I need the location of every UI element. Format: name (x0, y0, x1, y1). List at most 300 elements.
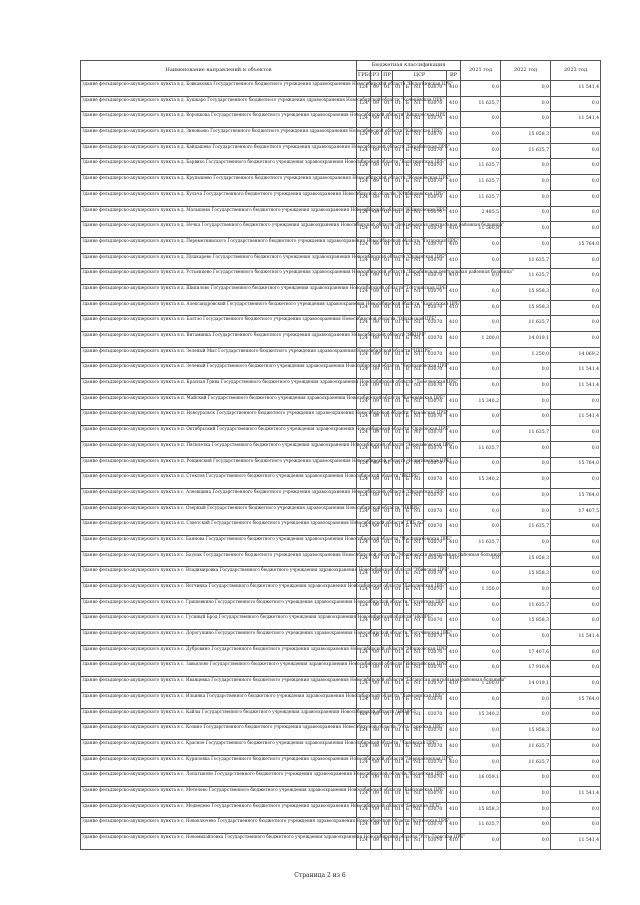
row-code-vr: 410 (447, 441, 461, 457)
row-amount-2021: 11 635,7 (461, 535, 501, 551)
row-code-csr-4: 03070 (424, 583, 447, 599)
row-code-grbs: 124 (357, 96, 371, 112)
row-code-csr-1: 01 (393, 175, 404, 191)
row-amount-2023: 0,0 (551, 708, 601, 724)
row-code-csr-2: Б (404, 692, 412, 708)
row-code-rz: 09 (371, 661, 382, 677)
row-code-grbs: 124 (357, 786, 371, 802)
row-code-csr-4: 03070 (424, 473, 447, 489)
row-code-csr-3: N1 (412, 739, 424, 755)
row-amount-2023: 11 541,4 (551, 834, 601, 850)
header-code-rz: РЗ (371, 71, 382, 81)
row-name: Здание фельдшерско-акушерского пункта в п. Зеленый Государственного бюджетного учреждения здравоохранения Новосибирской области "Черепановская ЦРБ" (81, 363, 357, 379)
row-amount-2021: 0,0 (461, 112, 501, 128)
row-amount-2021: 15 340,2 (461, 473, 501, 489)
row-code-pr: 01 (382, 661, 393, 677)
row-code-csr-4: 03070 (424, 488, 447, 504)
row-code-csr-2: Б (404, 755, 412, 771)
row-amount-2022: 11 635,7 (501, 755, 551, 771)
row-code-csr-2: Б (404, 332, 412, 348)
row-code-csr-2: Б (404, 237, 412, 253)
table-row (81, 332, 601, 348)
table-row (81, 802, 601, 818)
row-code-pr: 01 (382, 535, 393, 551)
row-code-csr-3: N1 (412, 520, 424, 536)
row-amount-2021: 11 635,7 (461, 818, 501, 834)
row-amount-2021: 15 858,3 (461, 802, 501, 818)
row-code-csr-3: N1 (412, 441, 424, 457)
row-code-csr-3: N1 (412, 771, 424, 787)
row-name: Здание фельдшерско-акушерского пункта в п. Советский Государственного бюджетного учреждения здравоохранения Новосибирской области "ГКБ №2" (81, 520, 357, 536)
row-code-csr-1: 01 (393, 692, 404, 708)
row-code-rz: 09 (371, 786, 382, 802)
row-code-csr-4: 03070 (424, 347, 447, 363)
header-year-2021: 2021 год (461, 61, 501, 81)
row-name: Здание фельдшерско-акушерского пункта в п. Октябрьский Государственного бюджетного учреждения здравоохранения Новосибирской области "Ордынская ЦРБ" (81, 426, 357, 442)
row-code-csr-2: Б (404, 551, 412, 567)
row-code-grbs: 124 (357, 112, 371, 128)
table-header (81, 61, 601, 81)
row-code-csr-3: N1 (412, 363, 424, 379)
row-amount-2022: 15 858,3 (501, 614, 551, 630)
row-code-vr: 410 (447, 284, 461, 300)
row-amount-2022: 0,0 (501, 630, 551, 646)
row-name: Здание фельдшерско-акушерского пункта в с. Баннова Государственного бюджетного учреждения здравоохранения Новосибирской области "Масляниковская ЦРБ" (81, 535, 357, 551)
row-name: Здание фельдшерско-акушерского пункта в с. Ильинка Государственного бюджетного учреждения здравоохранения Новосибирской области "Доволенская ЦРБ" (81, 692, 357, 708)
row-code-csr-1: 01 (393, 786, 404, 802)
row-code-csr-4: 03070 (424, 284, 447, 300)
row-code-csr-1: 01 (393, 802, 404, 818)
row-amount-2023: 0,0 (551, 567, 601, 583)
row-code-vr: 410 (447, 551, 461, 567)
row-amount-2021: 0,0 (461, 551, 501, 567)
row-name: Здание фельдшерско-акушерского пункта в с. Завьялово Государственного бюджетного учреждения здравоохранения Новосибирской области "Искитимская ЦРБ" (81, 661, 357, 677)
row-code-csr-2: Б (404, 81, 412, 97)
row-amount-2023: 0,0 (551, 269, 601, 285)
row-code-csr-1: 01 (393, 567, 404, 583)
row-amount-2023: 11 541,4 (551, 410, 601, 426)
table-row (81, 520, 601, 536)
row-code-csr-4: 03070 (424, 96, 447, 112)
row-amount-2023: 0,0 (551, 661, 601, 677)
row-code-csr-4: 03070 (424, 755, 447, 771)
row-code-csr-3: N1 (412, 143, 424, 159)
row-amount-2023: 0,0 (551, 583, 601, 599)
row-amount-2023: 15 764,0 (551, 457, 601, 473)
row-code-rz: 09 (371, 379, 382, 395)
row-code-csr-4: 03070 (424, 316, 447, 332)
row-code-csr-3: N1 (412, 81, 424, 97)
row-code-csr-2: Б (404, 159, 412, 175)
row-amount-2021: 0,0 (461, 488, 501, 504)
row-code-grbs: 124 (357, 441, 371, 457)
row-amount-2021: 2 485,5 (461, 206, 501, 222)
row-code-pr: 01 (382, 755, 393, 771)
row-code-grbs: 124 (357, 379, 371, 395)
row-code-csr-3: N1 (412, 661, 424, 677)
row-code-csr-1: 01 (393, 128, 404, 144)
row-code-vr: 410 (447, 253, 461, 269)
row-amount-2023: 14 069,2 (551, 347, 601, 363)
row-code-grbs: 124 (357, 645, 371, 661)
row-code-csr-4: 03070 (424, 394, 447, 410)
row-code-csr-4: 03070 (424, 677, 447, 693)
row-code-csr-2: Б (404, 269, 412, 285)
table-row (81, 128, 601, 144)
row-code-pr: 01 (382, 394, 393, 410)
row-amount-2022: 0,0 (501, 206, 551, 222)
row-code-csr-3: N1 (412, 677, 424, 693)
row-code-csr-3: N1 (412, 96, 424, 112)
row-code-csr-3: N1 (412, 535, 424, 551)
row-code-csr-1: 01 (393, 300, 404, 316)
row-code-grbs: 124 (357, 222, 371, 238)
row-code-csr-4: 03070 (424, 692, 447, 708)
row-code-csr-2: Б (404, 426, 412, 442)
row-amount-2022: 0,0 (501, 175, 551, 191)
row-code-csr-3: N1 (412, 614, 424, 630)
row-code-pr: 01 (382, 269, 393, 285)
row-code-vr: 410 (447, 363, 461, 379)
row-code-grbs: 124 (357, 206, 371, 222)
row-code-rz: 09 (371, 457, 382, 473)
row-code-rz: 09 (371, 614, 382, 630)
row-code-csr-2: Б (404, 614, 412, 630)
row-code-rz: 09 (371, 222, 382, 238)
row-code-vr: 410 (447, 630, 461, 646)
row-code-csr-1: 01 (393, 457, 404, 473)
row-amount-2023: 0,0 (551, 128, 601, 144)
row-amount-2022: 0,0 (501, 222, 551, 238)
row-amount-2021: 0,0 (461, 410, 501, 426)
table-row (81, 175, 601, 191)
row-code-vr: 410 (447, 300, 461, 316)
row-amount-2021: 0,0 (461, 567, 501, 583)
row-code-grbs: 124 (357, 535, 371, 551)
row-code-rz: 09 (371, 567, 382, 583)
row-amount-2023: 0,0 (551, 441, 601, 457)
row-code-pr: 01 (382, 143, 393, 159)
row-code-vr: 410 (447, 410, 461, 426)
row-amount-2023: 11 541,4 (551, 786, 601, 802)
row-code-csr-4: 03070 (424, 739, 447, 755)
row-amount-2022: 0,0 (501, 708, 551, 724)
row-amount-2021: 15 340,2 (461, 708, 501, 724)
row-name: Здание фельдшерско-акушерского пункта в с. Дорогушино Государственного бюджетного учреждения здравоохранения Новосибирской области "Тогучинская ЦРБ" (81, 630, 357, 646)
row-code-csr-4: 03070 (424, 190, 447, 206)
row-code-rz: 09 (371, 583, 382, 599)
row-amount-2021: 11 635,7 (461, 441, 501, 457)
row-amount-2021: 16 059,1 (461, 771, 501, 787)
row-code-grbs: 124 (357, 692, 371, 708)
row-name: Здание фельдшерско-акушерского пункта в п. Балтэо Государственного бюджетного учреждения здравоохранения Новосибирской области "Ордынская ЦРБ" (81, 316, 357, 332)
row-name: Здание фельдшерско-акушерского пункта в д. Пушкарево Государственного бюджетного учреждения здравоохранения Новосибирской области "Ордынская ЦРБ" (81, 253, 357, 269)
row-code-vr: 410 (447, 786, 461, 802)
row-code-csr-3: N1 (412, 175, 424, 191)
table-row (81, 786, 601, 802)
row-code-rz: 09 (371, 112, 382, 128)
row-code-pr: 01 (382, 237, 393, 253)
row-code-csr-4: 03070 (424, 645, 447, 661)
row-code-pr: 01 (382, 504, 393, 520)
row-name: Здание фельдшерско-акушерского пункта в с. Куриловка Государственного бюджетного учреждения здравоохранения Новосибирской области "Черепановская ЦРБ" (81, 755, 357, 771)
row-code-csr-3: N1 (412, 755, 424, 771)
row-code-csr-4: 03070 (424, 81, 447, 97)
row-code-rz: 09 (371, 363, 382, 379)
row-amount-2022: 0,0 (501, 692, 551, 708)
row-code-csr-2: Б (404, 457, 412, 473)
row-code-grbs: 124 (357, 739, 371, 755)
row-amount-2022: 0,0 (501, 394, 551, 410)
row-amount-2022: 0,0 (501, 488, 551, 504)
row-code-csr-4: 03070 (424, 834, 447, 850)
row-code-csr-4: 03070 (424, 143, 447, 159)
row-code-grbs: 124 (357, 708, 371, 724)
row-code-grbs: 124 (357, 457, 371, 473)
row-code-csr-1: 01 (393, 771, 404, 787)
row-code-vr: 410 (447, 473, 461, 489)
table-row (81, 645, 601, 661)
row-amount-2023: 0,0 (551, 175, 601, 191)
row-code-vr: 410 (447, 535, 461, 551)
row-amount-2023: 0,0 (551, 332, 601, 348)
row-code-pr: 01 (382, 128, 393, 144)
row-code-pr: 01 (382, 284, 393, 300)
row-name: Здание фельдшерско-акушерского пункта в д. Кайдашево Государственного бюджетного учреждения здравоохранения Новосибирской области "Барабинская ЦРБ" (81, 143, 357, 159)
row-name: Здание фельдшерско-акушерского пункта в д. Ночка Государственного бюджетного учреждения здравоохранения Новосибирской области "Венгеровская центральная районная больница" (81, 222, 357, 238)
row-code-grbs: 124 (357, 410, 371, 426)
row-amount-2023: 0,0 (551, 551, 601, 567)
row-code-vr: 410 (447, 520, 461, 536)
row-amount-2021: 0,0 (461, 143, 501, 159)
table-row (81, 394, 601, 410)
row-code-grbs: 124 (357, 818, 371, 834)
header-code-vr: ВР (447, 71, 461, 81)
row-code-csr-2: Б (404, 316, 412, 332)
row-amount-2021: 1 350,0 (461, 583, 501, 599)
header-code-csr: ЦСР (393, 71, 447, 81)
row-amount-2022: 0,0 (501, 190, 551, 206)
row-code-vr: 410 (447, 206, 461, 222)
row-code-grbs: 124 (357, 583, 371, 599)
row-code-grbs: 124 (357, 771, 371, 787)
row-name: Здание фельдшерско-акушерского пункта в д. Переметнинского Государственного бюджетного учреждения здравоохранения Новосибирской области "Татарская ЦРБ" (81, 237, 357, 253)
row-code-pr: 01 (382, 488, 393, 504)
row-code-pr: 01 (382, 316, 393, 332)
row-code-csr-3: N1 (412, 645, 424, 661)
row-amount-2021: 0,0 (461, 379, 501, 395)
table-row (81, 363, 601, 379)
row-code-grbs: 124 (357, 598, 371, 614)
row-code-rz: 09 (371, 739, 382, 755)
row-code-pr: 01 (382, 441, 393, 457)
row-code-pr: 01 (382, 786, 393, 802)
table-row (81, 457, 601, 473)
row-code-csr-3: N1 (412, 394, 424, 410)
table-row (81, 253, 601, 269)
row-code-vr: 410 (447, 834, 461, 850)
row-code-csr-3: N1 (412, 692, 424, 708)
row-amount-2022: 15 858,3 (501, 567, 551, 583)
row-amount-2021: 11 635,7 (461, 190, 501, 206)
table-row (81, 441, 601, 457)
row-amount-2022: 0,0 (501, 237, 551, 253)
row-code-csr-1: 01 (393, 332, 404, 348)
row-code-vr: 410 (447, 143, 461, 159)
row-code-csr-3: N1 (412, 708, 424, 724)
row-code-grbs: 124 (357, 143, 371, 159)
row-code-csr-3: N1 (412, 222, 424, 238)
row-amount-2022: 11 635,7 (501, 269, 551, 285)
row-code-rz: 09 (371, 818, 382, 834)
row-code-csr-3: N1 (412, 488, 424, 504)
row-code-csr-2: Б (404, 739, 412, 755)
row-code-rz: 09 (371, 96, 382, 112)
row-code-grbs: 124 (357, 253, 371, 269)
row-name: Здание фельдшерско-акушерского пункта в с. Лопатыново Государственного бюджетного учреждения здравоохранения Новосибирской области "Баганская ЦРБ" (81, 771, 357, 787)
row-name: Здание фельдшерско-акушерского пункта в с. Новоключево Государственного бюджетного учреждения здравоохранения Новосибирской области "Купинская ЦРБ" (81, 818, 357, 834)
row-code-pr: 01 (382, 253, 393, 269)
row-code-vr: 410 (447, 583, 461, 599)
row-amount-2023: 0,0 (551, 426, 601, 442)
table-row (81, 379, 601, 395)
row-code-vr: 410 (447, 457, 461, 473)
table-row (81, 771, 601, 787)
row-code-csr-2: Б (404, 488, 412, 504)
row-code-rz: 09 (371, 473, 382, 489)
row-code-csr-4: 03070 (424, 771, 447, 787)
row-code-grbs: 124 (357, 802, 371, 818)
row-amount-2022: 15 858,3 (501, 300, 551, 316)
header-code-pr: ПР (382, 71, 393, 81)
row-code-csr-2: Б (404, 112, 412, 128)
row-code-pr: 01 (382, 771, 393, 787)
row-code-csr-1: 01 (393, 583, 404, 599)
row-amount-2022: 0,0 (501, 834, 551, 850)
row-code-vr: 410 (447, 112, 461, 128)
row-name: Здание фельдшерско-акушерского пункта в с. Кайлы Государственного бюджетного учреждения здравоохранения Новосибирской области "НКЦРБ" (81, 708, 357, 724)
row-code-pr: 01 (382, 708, 393, 724)
row-code-csr-1: 01 (393, 473, 404, 489)
row-amount-2023: 0,0 (551, 614, 601, 630)
row-code-csr-4: 03070 (424, 379, 447, 395)
row-code-csr-4: 03070 (424, 206, 447, 222)
row-code-csr-4: 03070 (424, 630, 447, 646)
row-code-vr: 410 (447, 237, 461, 253)
table-row (81, 426, 601, 442)
row-code-csr-2: Б (404, 567, 412, 583)
table-row (81, 724, 601, 740)
row-code-rz: 09 (371, 802, 382, 818)
row-code-grbs: 124 (357, 834, 371, 850)
row-code-csr-3: N1 (412, 284, 424, 300)
row-code-csr-1: 01 (393, 739, 404, 755)
row-code-csr-4: 03070 (424, 175, 447, 191)
row-amount-2023: 15 764,0 (551, 692, 601, 708)
table-row (81, 316, 601, 332)
row-amount-2021: 0,0 (461, 630, 501, 646)
row-code-grbs: 124 (357, 551, 371, 567)
row-amount-2023: 0,0 (551, 96, 601, 112)
row-code-vr: 410 (447, 771, 461, 787)
row-code-csr-1: 01 (393, 316, 404, 332)
row-code-rz: 09 (371, 394, 382, 410)
row-amount-2021: 0,0 (461, 520, 501, 536)
row-code-csr-2: Б (404, 504, 412, 520)
table-row (81, 347, 601, 363)
row-code-rz: 09 (371, 347, 382, 363)
row-code-csr-1: 01 (393, 755, 404, 771)
row-amount-2023: 11 541,4 (551, 363, 601, 379)
row-code-csr-3: N1 (412, 551, 424, 567)
row-amount-2021: 0,0 (461, 724, 501, 740)
row-code-csr-2: Б (404, 818, 412, 834)
row-code-rz: 09 (371, 724, 382, 740)
row-code-csr-1: 01 (393, 222, 404, 238)
page-number: Страница 2 из 6 (294, 872, 346, 879)
row-amount-2021: 0,0 (461, 363, 501, 379)
row-code-pr: 01 (382, 426, 393, 442)
row-code-csr-3: N1 (412, 379, 424, 395)
row-code-grbs: 124 (357, 426, 371, 442)
row-code-csr-2: Б (404, 379, 412, 395)
table-row (81, 614, 601, 630)
row-code-csr-2: Б (404, 708, 412, 724)
row-amount-2022: 0,0 (501, 771, 551, 787)
row-code-csr-1: 01 (393, 598, 404, 614)
row-code-csr-1: 01 (393, 426, 404, 442)
row-amount-2021: 0,0 (461, 661, 501, 677)
row-code-csr-4: 03070 (424, 708, 447, 724)
row-amount-2021: 0,0 (461, 755, 501, 771)
row-amount-2023: 0,0 (551, 222, 601, 238)
row-amount-2022: 11 635,7 (501, 598, 551, 614)
row-name: Здание фельдшерско-акушерского пункта в с. Козино Государственного бюджетного учреждения здравоохранения Новосибирской области "Усть-Таркская ЦРБ" (81, 724, 357, 740)
row-code-grbs: 124 (357, 473, 371, 489)
row-code-rz: 09 (371, 237, 382, 253)
row-code-rz: 09 (371, 316, 382, 332)
row-code-pr: 01 (382, 112, 393, 128)
row-code-grbs: 124 (357, 237, 371, 253)
row-name: Здание фельдшерско-акушерского пункта в с. Дубровино Государственного бюджетного учреждения здравоохранения Новосибирской области "Мошковская ЦРБ" (81, 645, 357, 661)
row-amount-2021: 11 635,7 (461, 96, 501, 112)
row-amount-2021: 0,0 (461, 81, 501, 97)
row-code-csr-3: N1 (412, 332, 424, 348)
row-code-csr-1: 01 (393, 818, 404, 834)
row-name: Здание фельдшерско-акушерского пункта в с. Метелево Государственного бюджетного учреждения здравоохранения Новосибирской области "Кыштовская ЦРБ" (81, 786, 357, 802)
row-amount-2022: 0,0 (501, 379, 551, 395)
row-code-csr-1: 01 (393, 645, 404, 661)
row-code-csr-4: 03070 (424, 269, 447, 285)
row-code-vr: 410 (447, 488, 461, 504)
table-row (81, 488, 601, 504)
row-code-csr-1: 01 (393, 677, 404, 693)
table-row (81, 96, 601, 112)
row-code-csr-2: Б (404, 802, 412, 818)
row-amount-2022: 0,0 (501, 535, 551, 551)
row-code-csr-2: Б (404, 253, 412, 269)
row-amount-2022: 15 858,3 (501, 551, 551, 567)
row-amount-2023: 0,0 (551, 802, 601, 818)
row-code-csr-2: Б (404, 222, 412, 238)
row-name: Здание фельдшерско-акушерского пункта в п. Стеклов Государственного бюджетного учреждения здравоохранения Новосибирской области "НКЦРБ" (81, 473, 357, 489)
row-code-csr-2: Б (404, 96, 412, 112)
row-amount-2023: 17 407,5 (551, 504, 601, 520)
table-row (81, 284, 601, 300)
row-code-csr-3: N1 (412, 724, 424, 740)
row-code-pr: 01 (382, 379, 393, 395)
row-code-csr-3: N1 (412, 410, 424, 426)
